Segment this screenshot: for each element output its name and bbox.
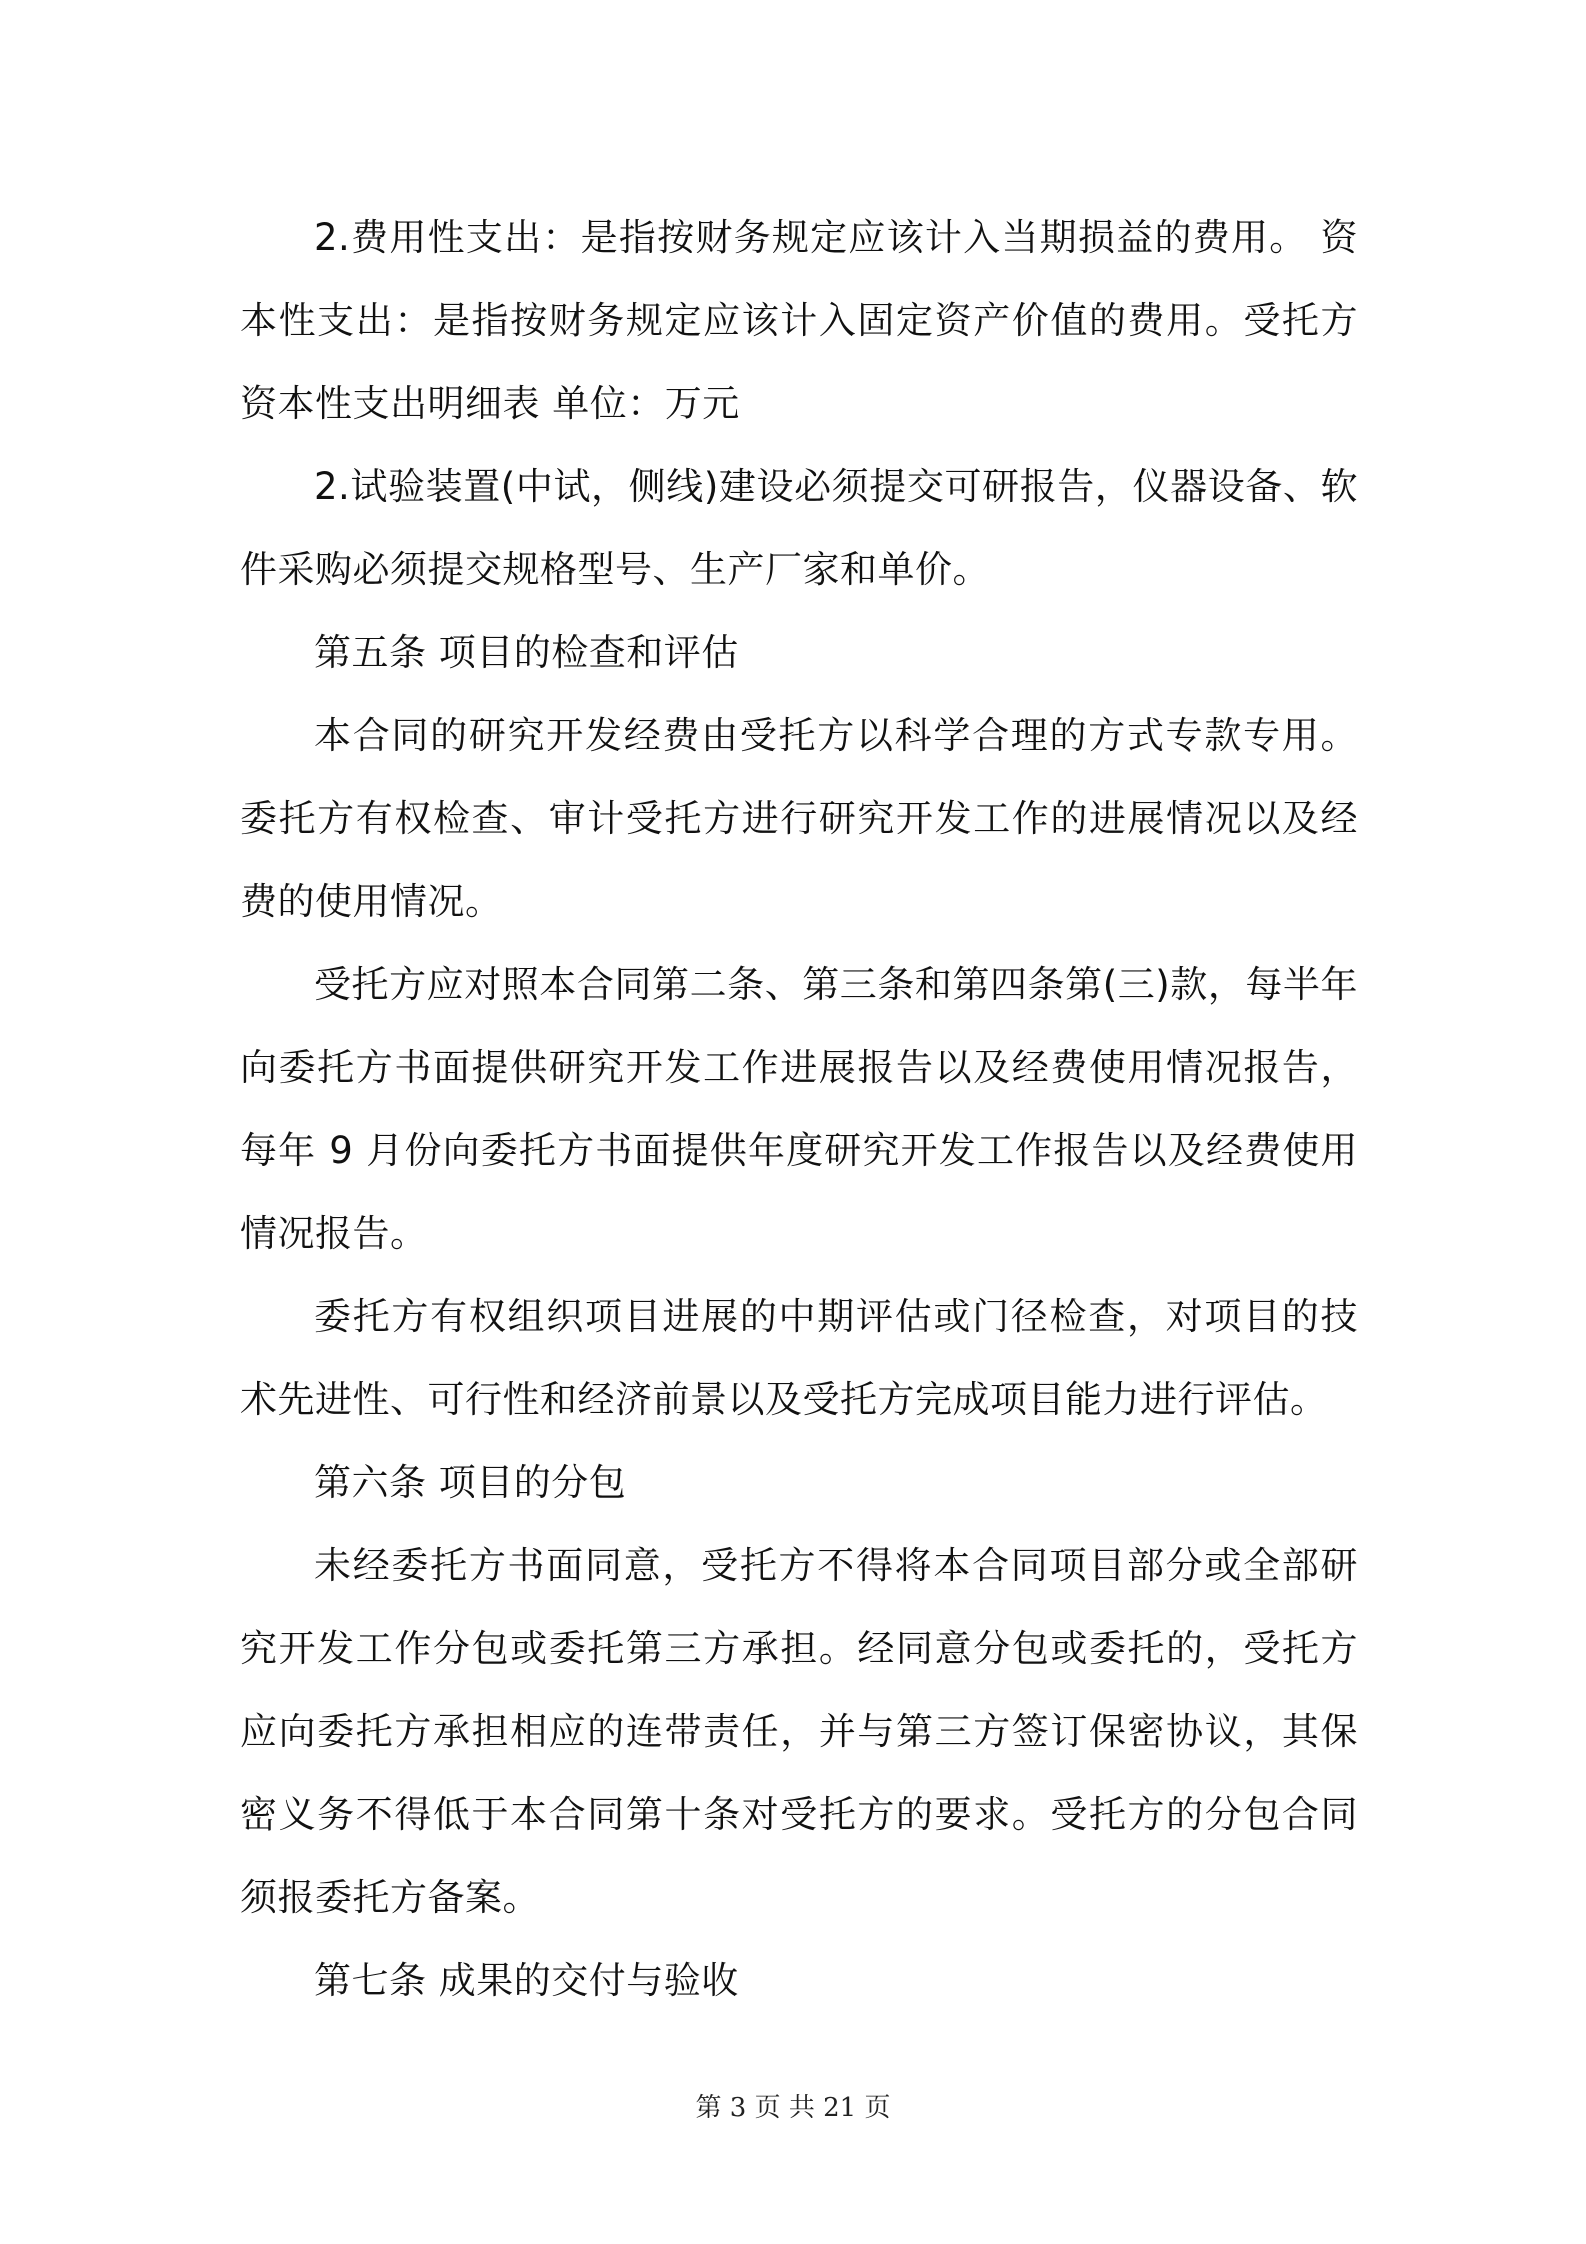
document-body [240, 196, 1358, 2022]
section-heading-article-6: 第六条 项目的分包 [314, 1461, 627, 1504]
page-number-footer: 第 3 页 共 21 页 [695, 2093, 891, 2123]
paragraph-progress-reports: 受托方应对照本合同第二条、第三条和第四条第(三)款，每半年向委托方书面提供研究开发工作进展报告以及经费使用情况报告，每年 9 月份向委托方书面提供年度研究开发工作报告以及经费使用情况报告。 [240, 963, 1358, 1255]
paragraph-expense-definitions: 2.费用性支出：是指按财务规定应该计入当期损益的费用。 资本性支出：是指按财务规定应该计入固定资产价值的费用。受托方资本性支出明细表 单位：万元 [240, 216, 1358, 425]
paragraph-funding-inspection: 本合同的研究开发经费由受托方以科学合理的方式专款专用。委托方有权检查、审计受托方进行研究开发工作的进展情况以及经费的使用情况。 [240, 714, 1358, 923]
section-heading-article-5: 第五条 项目的检查和评估 [314, 631, 739, 674]
paragraph-midterm-evaluation: 委托方有权组织项目进展的中期评估或门径检查，对项目的技术先进性、可行性和经济前景以及受托方完成项目能力进行评估。 [240, 1295, 1358, 1421]
paragraph-subcontracting: 未经委托方书面同意，受托方不得将本合同项目部分或全部研究开发工作分包或委托第三方承担。经同意分包或委托的，受托方应向委托方承担相应的连带责任，并与第三方签订保密协议，其保密义务不得低于本合同第十条对受托方的要求。受托方的分包合同须报委托方备案。 [240, 1544, 1358, 1919]
paragraph-test-equipment: 2.试验装置(中试，侧线)建设必须提交可研报告，仪器设备、软件采购必须提交规格型号、生产厂家和单价。 [240, 465, 1358, 591]
section-heading-article-7: 第七条 成果的交付与验收 [314, 1959, 739, 2002]
